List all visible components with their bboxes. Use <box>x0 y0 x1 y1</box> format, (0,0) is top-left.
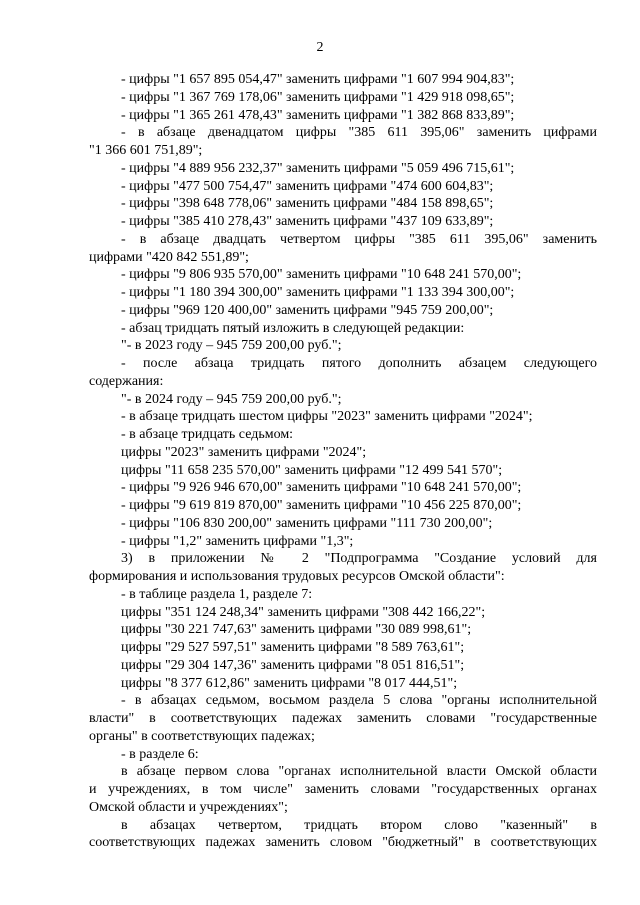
text-line: - абзац тридцать пятый изложить в следующей редакции: <box>121 320 465 336</box>
text-line: в абзацах четвертом, тридцать втором слово "казенный" в <box>121 817 597 833</box>
text-line: 3) в приложении № 2 "Подпрограмма "Создание условий для <box>121 551 597 567</box>
text-line: - цифры "9 806 935 570,00" заменить цифрами "10 648 241 570,00"; <box>121 267 522 283</box>
text-line: - цифры "1 657 895 054,47" заменить цифрами "1 607 994 904,83"; <box>121 72 515 87</box>
text-line: цифры "30 221 747,63" заменить цифрами "30 089 998,61"; <box>121 622 472 638</box>
text-line: органы" в соответствующих падежах; <box>89 728 315 744</box>
text-line: - цифры "9 619 819 870,00" заменить цифрами "10 456 225 870,00"; <box>121 498 522 513</box>
text-line: "- в 2024 году – 945 759 200,00 руб."; <box>121 391 342 407</box>
text-line: - цифры "969 120 400,00" заменить цифрами "945 759 200,00"; <box>121 302 494 318</box>
text-line: - в таблице раздела 1, разделе 7: <box>121 586 313 602</box>
text-line: - в абзацах седьмом, восьмом раздела 5 слова "органы исполнительной <box>121 693 597 709</box>
text-line: - цифры "1,2" заменить цифрами "1,3"; <box>121 533 354 549</box>
text-line: - в разделе 6: <box>121 746 199 762</box>
text-line: - цифры "398 648 778,06" заменить цифрами "484 158 898,65"; <box>121 196 494 212</box>
text-line: Омской области и учреждениях"; <box>89 799 288 815</box>
document-body <box>89 71 597 852</box>
text-line: - в абзаце двадцать четвертом цифры "385 611 395,06" заменить <box>121 231 597 247</box>
text-line: формирования и использования трудовых ресурсов Омской области": <box>89 569 505 584</box>
text-line: - цифры "477 500 754,47" заменить цифрами "474 600 604,83"; <box>121 178 494 194</box>
text-line: цифры "29 527 597,51" заменить цифрами "8 589 763,61"; <box>121 640 465 655</box>
text-line: цифры "351 124 248,34" заменить цифрами "308 442 166,22"; <box>121 604 486 620</box>
text-line: - цифры "1 367 769 178,06" заменить цифрами "1 429 918 098,65"; <box>121 89 515 105</box>
page-number: 2 <box>316 40 324 55</box>
text-line: - цифры "385 410 278,43" заменить цифрами "437 109 633,89"; <box>121 214 494 229</box>
text-line: цифры "8 377 612,86" заменить цифрами "8 017 444,51"; <box>121 675 458 691</box>
text-line: цифры "11 658 235 570,00" заменить цифрами "12 499 541 570"; <box>121 462 503 478</box>
text-line: - в абзаце тридцать седьмом: <box>121 427 294 442</box>
text-line: цифрами "420 842 551,89"; <box>89 249 249 265</box>
text-line: - после абзаца тридцать пятого дополнить абзацем следующего <box>121 356 597 371</box>
text-line: в абзаце первом слова "органах исполнительной власти Омской области <box>121 764 597 780</box>
text-line: власти" в соответствующих падежах заменить словами "государственные <box>89 711 597 726</box>
text-line: содержания: <box>89 373 164 389</box>
text-line: - цифры "106 830 200,00" заменить цифрами "111 730 200,00"; <box>121 515 493 531</box>
text-line: - цифры "4 889 956 232,37" заменить цифрами "5 059 496 715,61"; <box>121 160 515 176</box>
text-line: соответствующих падежах заменить словом "бюджетный" в соответствующих <box>89 835 597 851</box>
text-line: - в абзаце тридцать шестом цифры "2023" заменить цифрами "2024"; <box>121 409 533 425</box>
text-line: - цифры "1 180 394 300,00" заменить цифрами "1 133 394 300,00"; <box>121 285 515 300</box>
text-line: - цифры "9 926 946 670,00" заменить цифрами "10 648 241 570,00"; <box>121 480 522 496</box>
text-line: цифры "29 304 147,36" заменить цифрами "8 051 816,51"; <box>121 657 465 673</box>
text-line: "- в 2023 году – 945 759 200,00 руб."; <box>121 338 342 354</box>
text-line: цифры "2023" заменить цифрами "2024"; <box>121 444 367 460</box>
text-line: и учреждениях, в том числе" заменить словами "государственных органах <box>89 782 597 797</box>
text-line: - цифры "1 365 261 478,43" заменить цифрами "1 382 868 833,89"; <box>121 107 515 123</box>
text-line: "1 366 601 751,89"; <box>89 143 203 158</box>
text-line: - в абзаце двенадцатом цифры "385 611 395,06" заменить цифрами <box>121 125 597 141</box>
